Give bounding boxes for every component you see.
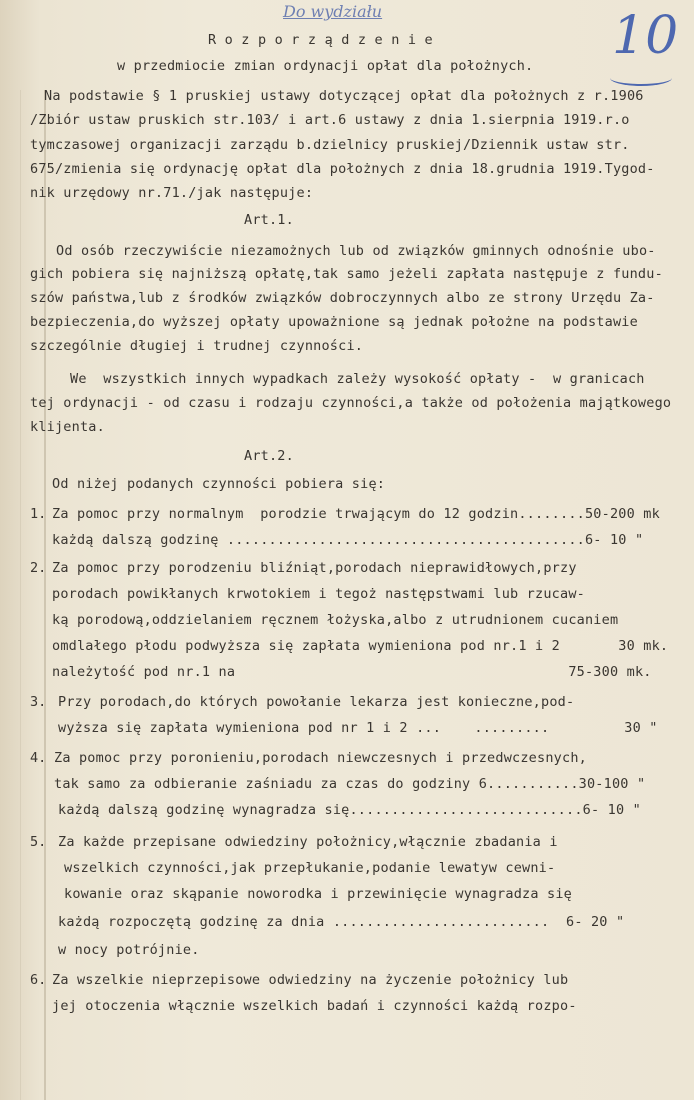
item-line: każdą dalszą godzinę wynagradza się............................6- 10 " <box>58 802 641 818</box>
item-line: tak samo za odbieranie zaśniadu za czas do godziny 6...........30-100 " <box>54 776 646 792</box>
item-line: każdą dalszą godzinę ...........................................6- 10 " <box>52 532 644 548</box>
item-number: 5. <box>30 834 47 850</box>
item-line: kowanie oraz skąpanie noworodka i przewinięcie wynagradza się <box>64 886 572 902</box>
art2-intro: Od niżej podanych czynności pobiera się: <box>52 476 386 492</box>
item-line: wyższa się zapłata wymieniona pod nr 1 i 2 ... ......... 30 " <box>58 720 658 736</box>
item-number: 2. <box>30 560 47 576</box>
art1-para1-line: szczególnie długiej i trudnej czynności. <box>30 338 364 354</box>
page-number-underline <box>610 70 672 86</box>
item-number: 6. <box>30 972 47 988</box>
item-line: porodach powikłanych krwotokiem i tegoż następstwami lub rzucaw- <box>52 586 585 602</box>
art1-para1-line: Od osób rzeczywiście niezamożnych lub od związków gminnych odnośnie ubo- <box>56 243 656 259</box>
art1-para2-line: tej ordynacji - od czasu i rodzaju czynności,a także od położenia majątkowego <box>30 395 672 411</box>
intro-line: /Zbiór ustaw pruskich str.103/ i art.6 ustawy z dnia 1.sierpnia 1919.r.o <box>30 112 630 128</box>
handwritten-page-number: 10 <box>612 6 679 66</box>
paper-fold-line <box>20 90 21 1100</box>
margin-fold-line <box>44 90 46 1100</box>
item-line: omdlałego płodu podwyższa się zapłata wymieniona pod nr.1 i 2 30 mk. <box>52 638 669 654</box>
item-number: 1. <box>30 506 47 522</box>
document-subtitle: w przedmiocie zmian ordynacji opłat dla położnych. <box>117 58 534 74</box>
item-line: jej otoczenia włącznie wszelkich badań i czynności każdą rozpo- <box>52 998 577 1014</box>
art1-para2-line: klijenta. <box>30 419 105 435</box>
item-line: Za pomoc przy porodzeniu bliźniąt,porodach nieprawidłowych,przy <box>52 560 577 576</box>
item-line: w nocy potrójnie. <box>58 942 200 958</box>
item-line: Za wszelkie nieprzepisowe odwiedziny na życzenie położnicy lub <box>52 972 569 988</box>
item-number: 3. <box>30 694 47 710</box>
item-line: każdą rozpoczętą godzinę za dnia .......................... 6- 20 " <box>58 914 625 930</box>
intro-line: 675/zmienia się ordynację opłat dla położnych z dnia 18.grudnia 1919.Tygod- <box>30 161 655 177</box>
intro-line: Na podstawie § 1 pruskiej ustawy dotyczącej opłat dla położnych z r.1906 <box>44 88 644 104</box>
item-line: wszelkich czynności,jak przepłukanie,podanie lewatyw cewni- <box>64 860 556 876</box>
intro-line: nik urzędowy nr.71./jak następuje: <box>30 185 314 201</box>
item-line: Przy porodach,do których powołanie lekarza jest konieczne,pod- <box>58 694 575 710</box>
item-line: Za pomoc przy normalnym porodzie trwającym do 12 godzin........50-200 mk <box>52 506 660 522</box>
art1-para2-line: We wszystkich innych wypadkach zależy wysokość opłaty - w granicach <box>70 371 645 387</box>
art1-para1-line: gich pobiera się najniższą opłatę,tak samo jeżeli zapłata następuje z fundu- <box>30 266 663 282</box>
art2-heading: Art.2. <box>244 448 294 464</box>
art1-para1-line: szów państwa,lub z środków związków dobroczynnych albo ze strony Urzędu Za- <box>30 290 655 306</box>
intro-line: tymczasowej organizacji zarządu b.dzielnicy pruskiej/Dziennik ustaw str. <box>30 137 630 153</box>
item-line: Za każde przepisane odwiedziny położnicy,włącznie zbadania i <box>58 834 558 850</box>
item-line: Za pomoc przy poronieniu,porodach niewczesnych i przedwczesnych, <box>54 750 587 766</box>
item-number: 4. <box>30 750 47 766</box>
item-line: ką porodową,oddzielaniem ręcznem łożyska,albo z utrudnionem cucaniem <box>52 612 619 628</box>
handwritten-stamp: Do wydziału <box>283 2 383 21</box>
document-title: R o z p o r z ą d z e n i e <box>208 32 433 48</box>
art1-para1-line: bezpieczenia,do wyższej opłaty upoważnione są jednak położne na podstawie <box>30 314 638 330</box>
item-line: należytość pod nr.1 na 75-300 mk. <box>52 664 652 680</box>
art1-heading: Art.1. <box>244 212 294 228</box>
